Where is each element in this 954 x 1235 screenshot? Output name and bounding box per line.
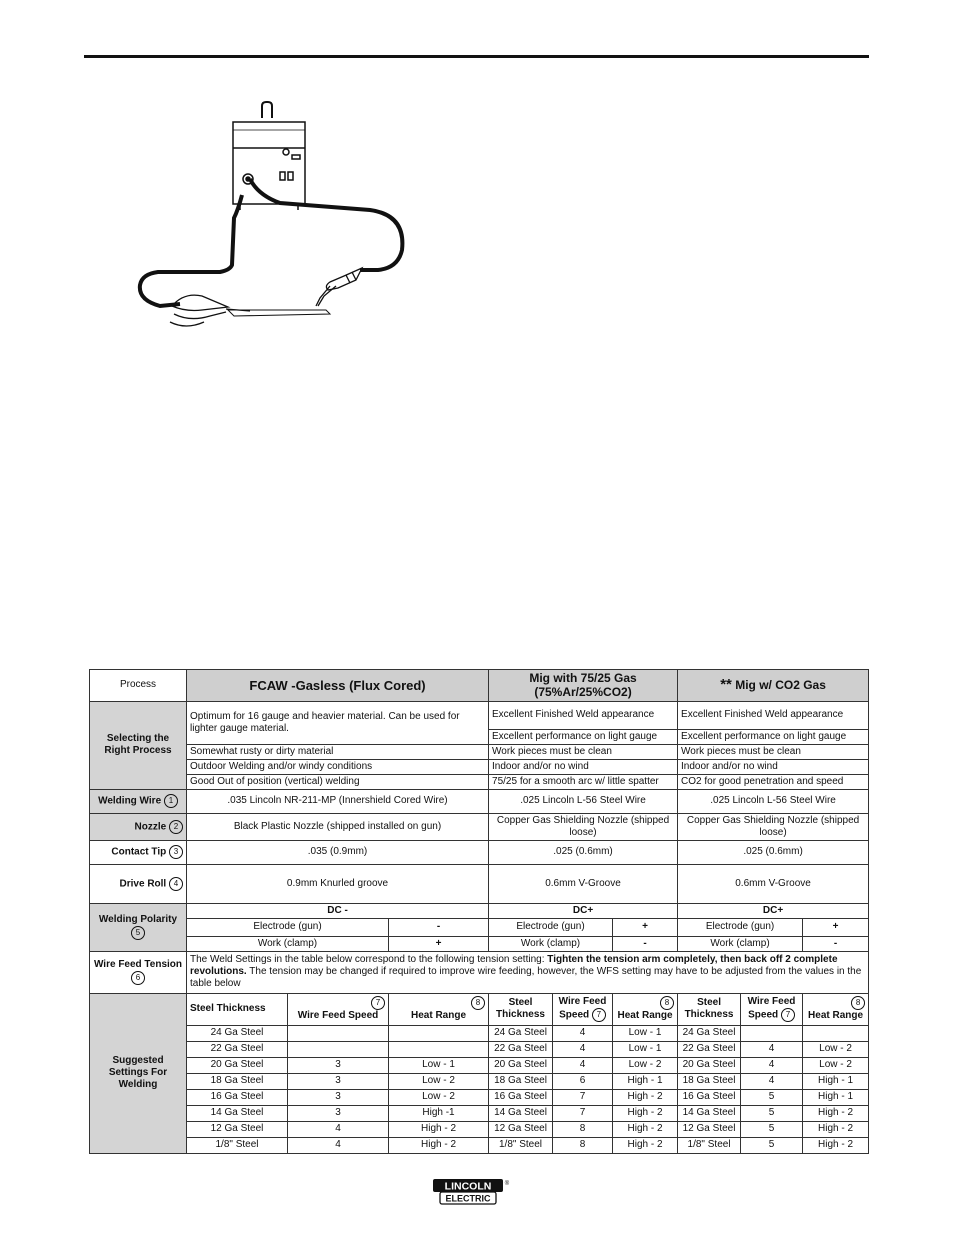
m75-work-sign: - [613,936,678,951]
m75-wfs-cell: 7 [553,1105,613,1121]
settings-row [90,1057,869,1073]
m75-wfs-cell: 8 [553,1137,613,1153]
selecting-co2-3: Indoor and/or no wind [678,759,869,774]
gun-cable [250,179,402,270]
m75-heat-header-text: Heat Range [617,1010,673,1022]
fcaw-heat-cell [389,1041,489,1057]
settings-row [90,1137,869,1153]
m75-heat-cell: High - 2 [613,1137,678,1153]
co2-wfs-cell: 4 [741,1057,803,1073]
migco2-header-text: Mig w/ CO2 Gas [735,678,826,693]
co2-heat-cell: High - 1 [803,1089,869,1105]
fcaw-heat-cell: Low - 1 [389,1057,489,1073]
welding-wire-num: 1 [164,794,178,808]
co2-heat-header-text: Heat Range [808,1010,864,1022]
polarity-mig7525: DC+ [489,903,678,918]
co2-work-sign: - [803,936,869,951]
m75-steel-cell: 12 Ga Steel [489,1121,553,1137]
co2-steel-cell: 1/8" Steel [678,1137,741,1153]
fcaw-heat-cell [389,1025,489,1041]
co2-electrode-sign: + [803,918,869,936]
m75-steel-cell: 22 Ga Steel [489,1041,553,1057]
fcaw-heat-num: 8 [471,996,485,1010]
co2-wfs-header [741,993,803,1025]
nozzle-label [90,813,187,840]
m75-electrode-label: Electrode (gun) [489,918,613,936]
tip-migco2: .025 (0.6mm) [678,840,869,864]
co2-steel-cell: 18 Ga Steel [678,1073,741,1089]
co2-steel-line1: Steel [697,997,721,1009]
co2-work-label: Work (clamp) [678,936,803,951]
m75-steel-cell: 24 Ga Steel [489,1025,553,1041]
welding-wire-label [90,789,187,813]
wire-mig7525: .025 Lincoln L-56 Steel Wire [489,789,678,813]
m75-steel-cell: 18 Ga Steel [489,1073,553,1089]
co2-electrode-label: Electrode (gun) [678,918,803,936]
roll-fcaw: 0.9mm Knurled groove [187,864,489,903]
nozzle-num: 2 [169,820,183,834]
nozzle-label-text: Nozzle [134,821,167,833]
migco2-stars: ** [720,676,732,694]
selecting-m75-4: 75/25 for a smooth arc w/ little spatter [489,774,678,789]
co2-wfs-cell: 5 [741,1105,803,1121]
co2-steel-line2: Thickness [684,1009,734,1021]
fcaw-wfs-cell: 3 [288,1057,389,1073]
fcaw-heat-cell: High -1 [389,1105,489,1121]
settings-row [90,1089,869,1105]
fcaw-steel-header: Steel Thickness [187,993,288,1025]
roll-mig7525: 0.6mm V-Groove [489,864,678,903]
fcaw-electrode-sign: - [389,918,489,936]
m75-wfs-cell: 7 [553,1089,613,1105]
fcaw-steel-cell: 16 Ga Steel [187,1089,288,1105]
fcaw-work-sign: + [389,936,489,951]
m75-steel-header [489,993,553,1025]
fcaw-steel-cell: 14 Ga Steel [187,1105,288,1121]
co2-heat-header [803,993,869,1025]
fcaw-steel-cell: 1/8" Steel [187,1137,288,1153]
fcaw-wfs-cell [288,1025,389,1041]
fcaw-wfs-header-text: Wire Feed Speed [297,1010,379,1022]
selecting-fcaw-4: Good Out of position (vertical) welding [187,774,489,789]
settings-row [90,1041,869,1057]
m75-steel-cell: 1/8" Steel [489,1137,553,1153]
settings-row [90,1121,869,1137]
m75-heat-cell: High - 1 [613,1073,678,1089]
m75-steel-line1: Steel [508,997,533,1009]
fcaw-heat-cell: High - 2 [389,1121,489,1137]
fcaw-wfs-cell [288,1041,389,1057]
tension-text [187,951,869,993]
m75-work-label: Work (clamp) [489,936,613,951]
nozzle-fcaw: Black Plastic Nozzle (shipped installed on gun) [187,813,489,840]
selecting-m75-1: Excellent performance on light gauge [489,729,678,744]
co2-wfs-cell: 4 [741,1073,803,1089]
logo-line2: ELECTRIC [445,1193,491,1204]
m75-wfs-num: 7 [592,1008,606,1022]
selecting-label: Selecting the Right Process [90,701,187,789]
settings-row [90,1073,869,1089]
m75-heat-cell: High - 2 [613,1089,678,1105]
co2-wfs-cell: 5 [741,1089,803,1105]
m75-steel-cell: 14 Ga Steel [489,1105,553,1121]
welding-wire-label-text: Welding Wire [98,795,162,807]
polarity-migco2: DC+ [678,903,869,918]
co2-steel-cell: 20 Ga Steel [678,1057,741,1073]
co2-wfs-cell [741,1025,803,1041]
fcaw-steel-cell: 24 Ga Steel [187,1025,288,1041]
polarity-fcaw: DC - [187,903,489,918]
suggested-label: Suggested Settings For Welding [90,993,187,1153]
fcaw-heat-cell: Low - 2 [389,1089,489,1105]
fcaw-wfs-cell: 3 [288,1105,389,1121]
polarity-label-text: Welding Polarity [98,914,178,926]
co2-wfs-cell: 5 [741,1137,803,1153]
m75-steel-cell: 16 Ga Steel [489,1089,553,1105]
fcaw-heat-cell: High - 2 [389,1137,489,1153]
co2-heat-cell: Low - 2 [803,1041,869,1057]
co2-heat-cell [803,1025,869,1041]
m75-wfs-header [553,993,613,1025]
tension-label-text: Wire Feed Tension [93,959,183,971]
co2-wfs-line1: Wire Feed [747,996,796,1008]
tension-label [90,951,187,993]
contact-tip-label-text: Contact Tip [111,846,167,858]
fcaw-header: FCAW -Gasless (Flux Cored) [187,670,489,702]
selecting-fcaw-3: Outdoor Welding and/or windy conditions [187,759,489,774]
m75-heat-cell: Low - 1 [613,1025,678,1041]
header-rule [84,55,869,58]
ground-clamp [170,295,250,326]
m75-steel-cell: 20 Ga Steel [489,1057,553,1073]
co2-heat-num: 8 [851,996,865,1010]
m75-wfs-cell: 4 [553,1057,613,1073]
wire-migco2: .025 Lincoln L-56 Steel Wire [678,789,869,813]
mig-gun [316,268,362,306]
fcaw-steel-cell: 22 Ga Steel [187,1041,288,1057]
fcaw-steel-cell: 20 Ga Steel [187,1057,288,1073]
drive-roll-num: 4 [169,877,183,891]
selecting-co2-4: CO2 for good penetration and speed [678,774,869,789]
nozzle-mig7525: Copper Gas Shielding Nozzle (shipped loose) [489,813,678,840]
tension-text-bold: Tighten the tension arm completely, then back off 2 complete revolutions. [190,954,838,978]
fcaw-work-label: Work (clamp) [187,936,389,951]
m75-heat-cell: Low - 2 [613,1057,678,1073]
m75-heat-num: 8 [660,996,674,1010]
m75-wfs-line1: Wire Feed [558,996,607,1008]
logo-registered: ® [504,1181,510,1187]
tip-fcaw: .035 (0.9mm) [187,840,489,864]
co2-steel-cell: 14 Ga Steel [678,1105,741,1121]
tension-num: 6 [131,971,145,985]
polarity-label [90,903,187,951]
co2-wfs-line2: Speed [748,1009,779,1021]
co2-heat-cell: Low - 2 [803,1057,869,1073]
wire-fcaw: .035 Lincoln NR-211-MP (Innershield Cored Wire) [187,789,489,813]
co2-steel-header [678,993,741,1025]
process-label: Process [90,670,187,702]
m75-wfs-line2: Speed [559,1009,590,1021]
fcaw-heat-cell: Low - 2 [389,1073,489,1089]
m75-wfs-cell: 8 [553,1121,613,1137]
co2-heat-cell: High - 2 [803,1137,869,1153]
m75-heat-cell: Low - 1 [613,1041,678,1057]
m75-heat-header [613,993,678,1025]
co2-steel-cell: 24 Ga Steel [678,1025,741,1041]
logo-line1: LINCOLN [444,1180,492,1193]
co2-heat-cell: High - 2 [803,1105,869,1121]
fcaw-wfs-cell: 4 [288,1121,389,1137]
co2-steel-cell: 16 Ga Steel [678,1089,741,1105]
fcaw-wfs-header [288,993,389,1025]
fcaw-wfs-cell: 3 [288,1073,389,1089]
fcaw-wfs-num: 7 [371,996,385,1010]
m75-wfs-cell: 4 [553,1041,613,1057]
co2-wfs-cell: 4 [741,1041,803,1057]
tip-mig7525: .025 (0.6mm) [489,840,678,864]
lincoln-electric-logo [432,1178,512,1205]
fcaw-wfs-cell: 4 [288,1137,389,1153]
selecting-fcaw-2: Somewhat rusty or dirty material [187,744,489,759]
co2-steel-cell: 12 Ga Steel [678,1121,741,1137]
co2-wfs-num: 7 [781,1008,795,1022]
tension-text-b: The tension may be changed if required to improve wire feeding, however, the WFS setting may have to be adjusted from the values in the table below [190,966,862,990]
nozzle-migco2: Copper Gas Shielding Nozzle (shipped loose) [678,813,869,840]
co2-heat-cell: High - 1 [803,1073,869,1089]
fcaw-steel-cell: 12 Ga Steel [187,1121,288,1137]
fcaw-heat-header-text: Heat Range [411,1010,467,1022]
contact-tip-num: 3 [169,845,183,859]
welder-unit [233,102,305,210]
settings-row [90,1025,869,1041]
work-cable [140,195,242,306]
mig7525-header: Mig with 75/25 Gas (75%Ar/25%CO2) [489,670,678,702]
selecting-co2-0: Excellent Finished Weld appearance [678,701,869,729]
fcaw-wfs-cell: 3 [288,1089,389,1105]
drive-roll-label [90,864,187,903]
m75-wfs-cell: 6 [553,1073,613,1089]
m75-heat-cell: High - 2 [613,1105,678,1121]
selecting-m75-2: Work pieces must be clean [489,744,678,759]
fcaw-electrode-label: Electrode (gun) [187,918,389,936]
polarity-num: 5 [131,926,145,940]
co2-steel-cell: 22 Ga Steel [678,1041,741,1057]
selecting-m75-3: Indoor and/or no wind [489,759,678,774]
m75-heat-cell: High - 2 [613,1121,678,1137]
co2-heat-cell: High - 2 [803,1121,869,1137]
m75-steel-line2: Thickness [496,1009,545,1021]
tension-text-a: The Weld Settings in the table below correspond to the following tension setting: [190,954,548,966]
roll-migco2: 0.6mm V-Groove [678,864,869,903]
m75-electrode-sign: + [613,918,678,936]
weld-settings-table [89,669,869,1154]
selecting-co2-1: Excellent performance on light gauge [678,729,869,744]
co2-wfs-cell: 5 [741,1121,803,1137]
m75-wfs-cell: 4 [553,1025,613,1041]
selecting-m75-0: Excellent Finished Weld appearance [489,701,678,729]
selecting-fcaw-0: Optimum for 16 gauge and heavier material. Can be used for lighter gauge material. [187,701,489,744]
contact-tip-label [90,840,187,864]
welder-setup-illustration [130,100,420,335]
settings-row [90,1105,869,1121]
drive-roll-label-text: Drive Roll [119,878,167,890]
selecting-co2-2: Work pieces must be clean [678,744,869,759]
fcaw-steel-cell: 18 Ga Steel [187,1073,288,1089]
migco2-header [678,670,869,702]
fcaw-heat-header [389,993,489,1025]
